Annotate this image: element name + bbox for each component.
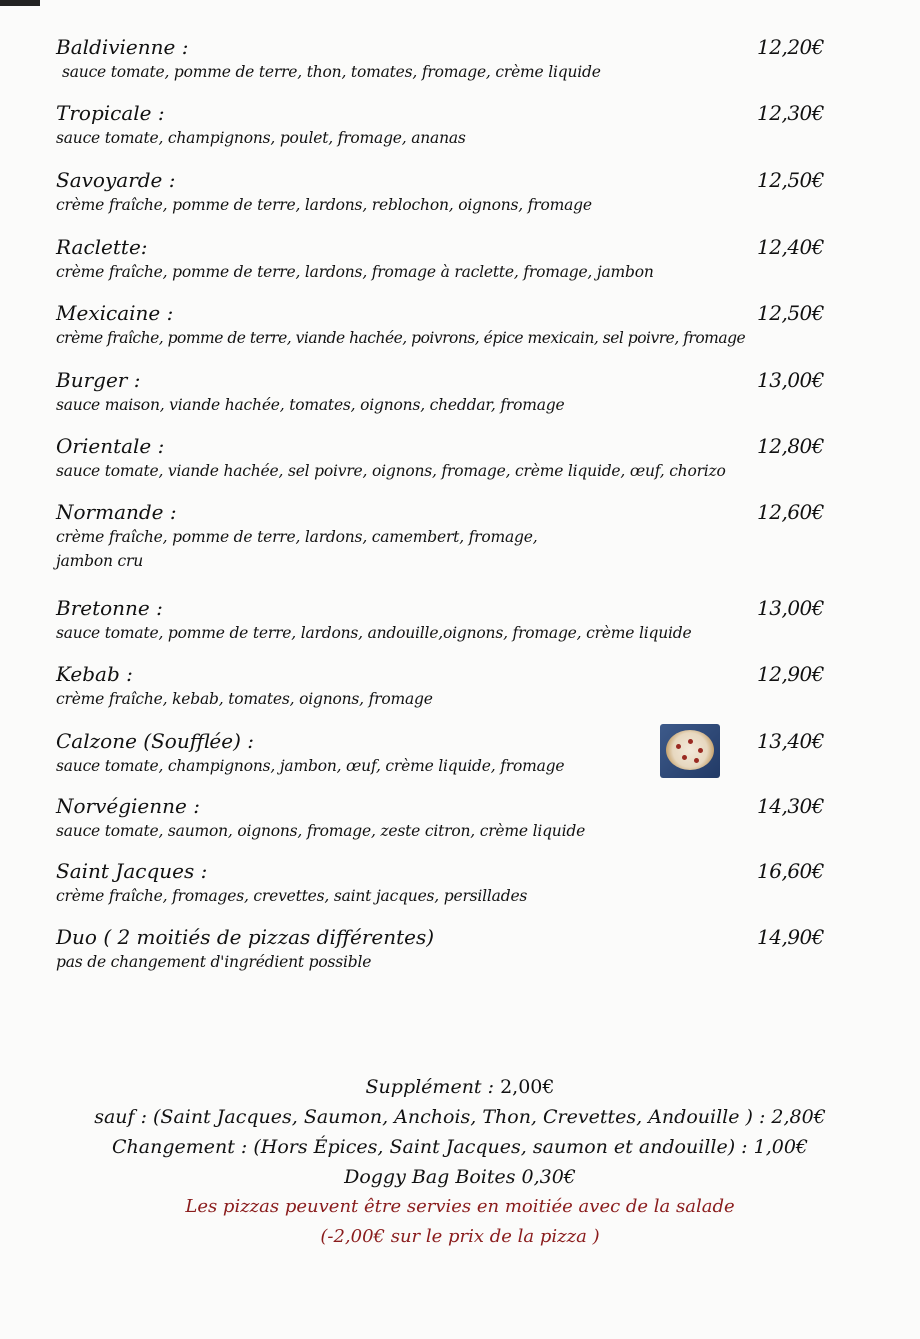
changement-line: Changement : (Hors Épices, Saint Jacques, saumon et andouille) : 1,00€ — [112, 1136, 808, 1158]
item-price: 12,40€ — [757, 235, 824, 259]
menu-item-kebab — [56, 661, 836, 711]
item-name: Norvégienne : — [56, 794, 200, 818]
footer-supplements — [0, 1072, 920, 1252]
item-name: Bretonne : — [56, 596, 163, 620]
corner-mark — [0, 0, 40, 6]
supplement-label: Supplément : — [365, 1076, 495, 1098]
item-name: Calzone (Soufflée) : — [56, 729, 254, 753]
item-name: Kebab : — [56, 662, 133, 686]
item-name: Raclette: — [56, 235, 148, 259]
item-price: 12,30€ — [757, 101, 824, 125]
item-price: 12,60€ — [757, 500, 824, 524]
item-price: 13,40€ — [757, 729, 824, 753]
salade-line-1: Les pizzas peuvent être servies en moitiée avec de la salade — [185, 1196, 735, 1217]
item-desc: pas de changement d'ingrédient possible — [56, 953, 372, 971]
item-name: Tropicale : — [56, 101, 165, 125]
item-desc: sauce tomate, champignons, jambon, œuf, crème liquide, fromage — [56, 757, 565, 775]
item-price: 12,80€ — [757, 434, 824, 458]
supplement-value: 2,00€ — [500, 1076, 555, 1098]
item-price: 13,00€ — [757, 596, 824, 620]
item-desc: sauce maison, viande hachée, tomates, oignons, cheddar, fromage — [56, 396, 565, 414]
menu-item-tropicale — [56, 100, 836, 150]
item-desc-line2: jambon cru — [56, 552, 143, 570]
item-name: Normande : — [56, 500, 177, 524]
menu-item-savoyarde — [56, 167, 836, 217]
menu-item-saint-jacques — [56, 858, 836, 908]
menu-item-duo — [56, 924, 836, 974]
item-price: 14,90€ — [757, 925, 824, 949]
item-desc: sauce tomate, champignons, poulet, fromage, ananas — [56, 129, 466, 147]
calzone-pizza-image — [660, 724, 720, 778]
item-desc: sauce tomate, pomme de terre, lardons, andouille,oignons, fromage, crème liquide — [56, 624, 692, 642]
item-price: 12,20€ — [757, 35, 824, 59]
item-desc: sauce tomate, pomme de terre, thon, tomates, fromage, crème liquide — [62, 63, 601, 81]
supplement-line — [0, 1072, 920, 1102]
item-desc: crème fraîche, pomme de terre, viande hachée, poivrons, épice mexicain, sel poivre, fromage — [56, 329, 746, 347]
menu-item-raclette — [56, 234, 836, 284]
item-name: Savoyarde : — [56, 168, 176, 192]
menu-item-orientale — [56, 433, 836, 483]
item-desc: sauce tomate, saumon, oignons, fromage, zeste citron, crème liquide — [56, 822, 586, 840]
pizza-icon — [666, 730, 714, 770]
item-desc: crème fraîche, pomme de terre, lardons, fromage à raclette, fromage, jambon — [56, 263, 654, 281]
menu-item-mexicaine — [56, 300, 836, 350]
item-desc: crème fraîche, pomme de terre, lardons, reblochon, oignons, fromage — [56, 196, 592, 214]
item-name: Saint Jacques : — [56, 859, 208, 883]
menu-item-normande — [56, 499, 836, 573]
sauf-line: sauf : (Saint Jacques, Saumon, Anchois, Thon, Crevettes, Andouille ) : 2,80€ — [94, 1106, 826, 1128]
item-price: 12,50€ — [757, 168, 824, 192]
item-name: Baldivienne : — [56, 35, 189, 59]
item-name: Duo ( 2 moitiés de pizzas différentes) — [56, 925, 435, 949]
item-price: 13,00€ — [757, 368, 824, 392]
salade-line-2: (-2,00€ sur le prix de la pizza ) — [320, 1226, 600, 1247]
item-price: 12,50€ — [757, 301, 824, 325]
menu-item-bretonne — [56, 595, 836, 645]
item-desc: crème fraîche, fromages, crevettes, saint jacques, persillades — [56, 887, 528, 905]
item-price: 14,30€ — [757, 794, 824, 818]
item-name: Burger : — [56, 368, 141, 392]
menu-item-norvegienne — [56, 793, 836, 843]
item-price: 12,90€ — [757, 662, 824, 686]
doggy-bag-line: Doggy Bag Boites 0,30€ — [344, 1166, 576, 1188]
item-desc: crème fraîche, pomme de terre, lardons, camembert, fromage, — [56, 528, 538, 546]
item-price: 16,60€ — [757, 859, 824, 883]
menu-item-baldivienne — [56, 34, 836, 84]
item-desc: crème fraîche, kebab, tomates, oignons, fromage — [56, 690, 433, 708]
item-name: Orientale : — [56, 434, 165, 458]
item-name: Mexicaine : — [56, 301, 174, 325]
menu-item-burger — [56, 367, 836, 417]
item-desc: sauce tomate, viande hachée, sel poivre, oignons, fromage, crème liquide, œuf, chorizo — [56, 462, 726, 480]
